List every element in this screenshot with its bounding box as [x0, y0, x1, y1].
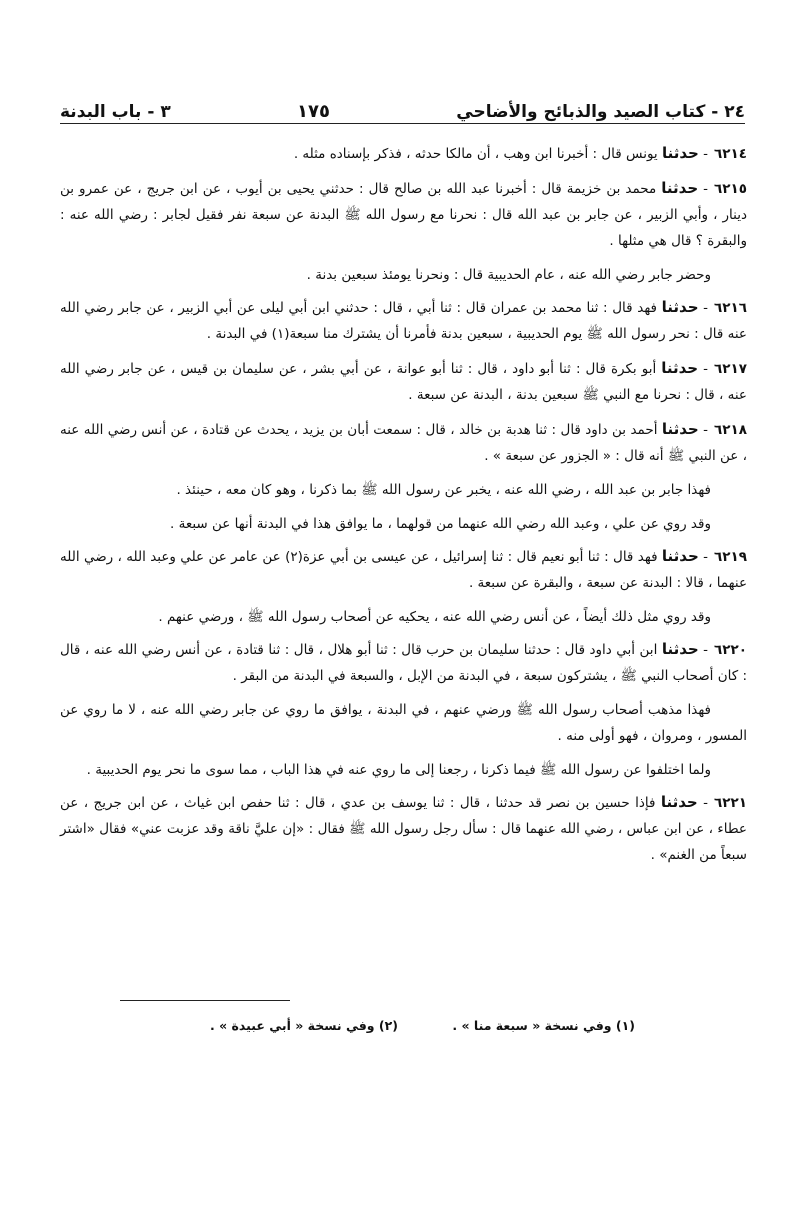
paragraph-text: يونس قال : أخبرنا ابن وهب ، أن مالكا حدثه ، فذكر بإسناده مثله . [293, 146, 658, 162]
paragraph-text: فهذا جابر بن عبد الله ، رضي الله عنه ، يخبر عن رسول الله ﷺ بما ذكرنا ، وهو كان معه ، حينئذ . [176, 482, 711, 498]
hadith-paragraph: ٦٢١٤- حدثنا يونس قال : أخبرنا ابن وهب ، أن مالكا حدثه ، فذكر بإسناده مثله . [293, 144, 747, 162]
paragraph-text: ولما اختلفوا عن رسول الله ﷺ فيما ذكرنا ، رجعنا إلى ما روي عنه في هذا الباب ، مما سوى ما نحر يوم الحديبية . [86, 762, 711, 778]
commentary-paragraph [60, 477, 747, 503]
hadith-paragraph: ٦٢١٦- حدثنا فهد قال : ثنا محمد بن عمران قال : ثنا أبي ، قال : حدثني ابن أبي ليلى عن أبي الزبير ، عن جابر رضي الله عنه قال : نحر رسول الله ﷺ يوم الحديبية ، سبعين بدنة فأمرنا أن يشترك منا سبعة(١) في البدنة . [60, 298, 747, 342]
hadith-paragraph: ٦٢١٨- حدثنا أحمد بن داود قال : ثنا هدبة بن خالد ، قال : سمعت أبان بن يزيد ، يحدث عن قتادة ، عن أنس رضي الله عنه ، عن النبي ﷺ أنه قال : « الجزور عن سبعة » . [60, 420, 748, 464]
narration-keyword: حدثنا [661, 547, 699, 565]
commentary-paragraph [60, 511, 747, 537]
commentary-paragraph [60, 604, 747, 630]
paragraph-text: فإذا حسين بن نصر قد حدثنا ، قال : ثنا يوسف بن عدي ، قال : ثنا حفص ابن غياث ، عن ابن جريج ، عن عطاء ، عن ابن عباس ، رضي الله عنهما قال : سأل رجل رسول الله ﷺ فقال : «إن عليَّ ناقة وقد عزبت عني» فقال «اشتر سبعاً من الغنم» . [60, 795, 747, 863]
paragraph-text: أبو بكرة قال : ثنا أبو داود ، قال : ثنا أبو عوانة ، عن أبي بشر ، عن سليمان بن قيس ، عن جابر رضي الله عنه ، قال : نحرنا مع النبي ﷺ سبعين بدنة ، البدنة عن سبعة . [60, 361, 747, 403]
hadith-number: ٦٢٢٠ [714, 642, 748, 658]
hadith-paragraph: ٦٢٢٠- حدثنا ابن أبي داود قال : حدثنا سليمان بن حرب قال : ثنا أبو هلال ، قال : ثنا قتادة ، عن أنس رضي الله عنه ، قال : كان أصحاب النبي ﷺ ، يشتركون سبعة ، في البدنة من الإبل ، والسبعة في البدنة من البقر . [60, 640, 748, 684]
narration-keyword: حدثنا [661, 640, 699, 658]
narration-keyword: حدثنا [660, 793, 698, 811]
paragraph-text: أحمد بن داود قال : ثنا هدبة بن خالد ، قال : سمعت أبان بن يزيد ، يحدث عن قتادة ، عن أنس رضي الله عنه ، عن النبي ﷺ أنه قال : « الجزور عن سبعة » . [60, 422, 747, 464]
section-title: ٣ - باب البدنة [60, 102, 171, 122]
footnotes [60, 1018, 745, 1033]
paragraph-text: فهد قال : ثنا محمد بن عمران قال : ثنا أبي ، قال : حدثني ابن أبي ليلى عن أبي الزبير ، عن جابر رضي الله عنه قال : نحر رسول الله ﷺ يوم الحديبية ، سبعين بدنة فأمرنا أن يشترك منا سبعة(١) في البدنة . [60, 300, 747, 342]
narration-keyword: حدثنا [661, 144, 699, 162]
page-number: ١٧٥ [297, 101, 330, 122]
commentary-paragraph [60, 262, 747, 288]
narration-keyword: حدثنا [661, 420, 699, 438]
footnote-divider [120, 1000, 290, 1001]
hadith-paragraph: ٦٢١٩- حدثنا فهد قال : ثنا أبو نعيم قال : ثنا إسرائيل ، عن عيسى بن أبي عزة(٢) عن عامر عن علي وعبد الله ، رضي الله عنهما ، قالا : البدنة عن سبعة ، والبقرة عن سبعة . [60, 547, 747, 591]
hadith-number: ٦٢٢١ [714, 795, 747, 811]
page-header [60, 88, 745, 122]
page-body [60, 140, 747, 876]
paragraph-text: ابن أبي داود قال : حدثنا سليمان بن حرب قال : ثنا أبو هلال ، قال : ثنا قتادة ، عن أنس رضي الله عنه ، قال : كان أصحاب النبي ﷺ ، يشتركون سبعة ، في البدنة من الإبل ، والسبعة في البدنة من البقر . [60, 642, 747, 684]
footnote-1: (١) وفي نسخة « سبعة منا » . [452, 1018, 635, 1033]
hadith-paragraph: ٦٢١٥- حدثنا محمد بن خزيمة قال : أخبرنا عبد الله بن صالح قال : حدثني يحيى بن أيوب ، عن ابن جريج ، عن عمرو بن دينار ، وأبي الزبير ، عن جابر بن عبد الله قال : نحرنا مع رسول الله ﷺ البدنة عن سبعة نفر فقيل لجابر : رضي الله عنه : والبقرة ؟ قال هي مثلها . [60, 179, 747, 249]
hadith-number: ٦٢١٩ [714, 549, 747, 565]
commentary-paragraph [60, 697, 747, 749]
hadith-number: ٦٢١٥ [714, 181, 747, 197]
hadith-number: ٦٢١٨ [714, 422, 748, 438]
hadith-number: ٦٢١٤ [714, 146, 747, 162]
chapter-title: ٢٤ - كتاب الصيد والذبائح والأضاحي [456, 102, 745, 122]
narration-keyword: حدثنا [661, 359, 699, 377]
commentary-paragraph [60, 757, 747, 783]
header-divider [60, 123, 745, 124]
hadith-paragraph: ٦٢١٧- حدثنا أبو بكرة قال : ثنا أبو داود ، قال : ثنا أبو عوانة ، عن أبي بشر ، عن سليمان بن قيس ، عن جابر رضي الله عنه ، قال : نحرنا مع النبي ﷺ سبعين بدنة ، البدنة عن سبعة . [60, 359, 747, 403]
paragraph-text: وحضر جابر رضي الله عنه ، عام الحديبية قال : ونحرنا يومئذ سبعين بدنة . [306, 267, 711, 283]
hadith-number: ٦٢١٦ [714, 300, 747, 316]
paragraph-text: محمد بن خزيمة قال : أخبرنا عبد الله بن صالح قال : حدثني يحيى بن أيوب ، عن ابن جريج ، عن عمرو بن دينار ، وأبي الزبير ، عن جابر بن عبد الله قال : نحرنا مع رسول الله ﷺ البدنة عن سبعة نفر فقيل لجابر : رضي الله عنه : والبقرة ؟ قال هي مثلها . [60, 181, 747, 249]
paragraph-text: وقد روي مثل ذلك أيضاً ، عن أنس رضي الله عنه ، يحكيه عن أصحاب رسول الله ﷺ ، ورضي عنهم . [158, 609, 711, 625]
paragraph-text: فهد قال : ثنا أبو نعيم قال : ثنا إسرائيل ، عن عيسى بن أبي عزة(٢) عن عامر عن علي وعبد الله ، رضي الله عنهما ، قالا : البدنة عن سبعة ، والبقرة عن سبعة . [60, 549, 747, 591]
narration-keyword: حدثنا [661, 179, 699, 197]
hadith-paragraph: ٦٢٢١- حدثنا فإذا حسين بن نصر قد حدثنا ، قال : ثنا يوسف بن عدي ، قال : ثنا حفص ابن غياث ، عن ابن جريج ، عن عطاء ، عن ابن عباس ، رضي الله عنهما قال : سأل رجل رسول الله ﷺ فقال : «إن عليَّ ناقة وقد عزبت عني» فقال «اشتر سبعاً من الغنم» . [60, 793, 747, 863]
paragraph-text: فهذا مذهب أصحاب رسول الله ﷺ ورضي عنهم ، في البدنة ، يوافق ما روي عن جابر رضي الله عنه ، لا ما روي عن المسور ، ومروان ، فهو أولى منه . [60, 702, 747, 744]
hadith-number: ٦٢١٧ [714, 361, 747, 377]
narration-keyword: حدثنا [661, 298, 699, 316]
paragraph-text: وقد روي عن علي ، وعبد الله رضي الله عنهما من قولهما ، ما يوافق هذا في البدنة أنها عن سبعة . [170, 516, 711, 532]
footnote-2: (٢) وفي نسخة « أبي عبيدة » . [210, 1018, 399, 1033]
